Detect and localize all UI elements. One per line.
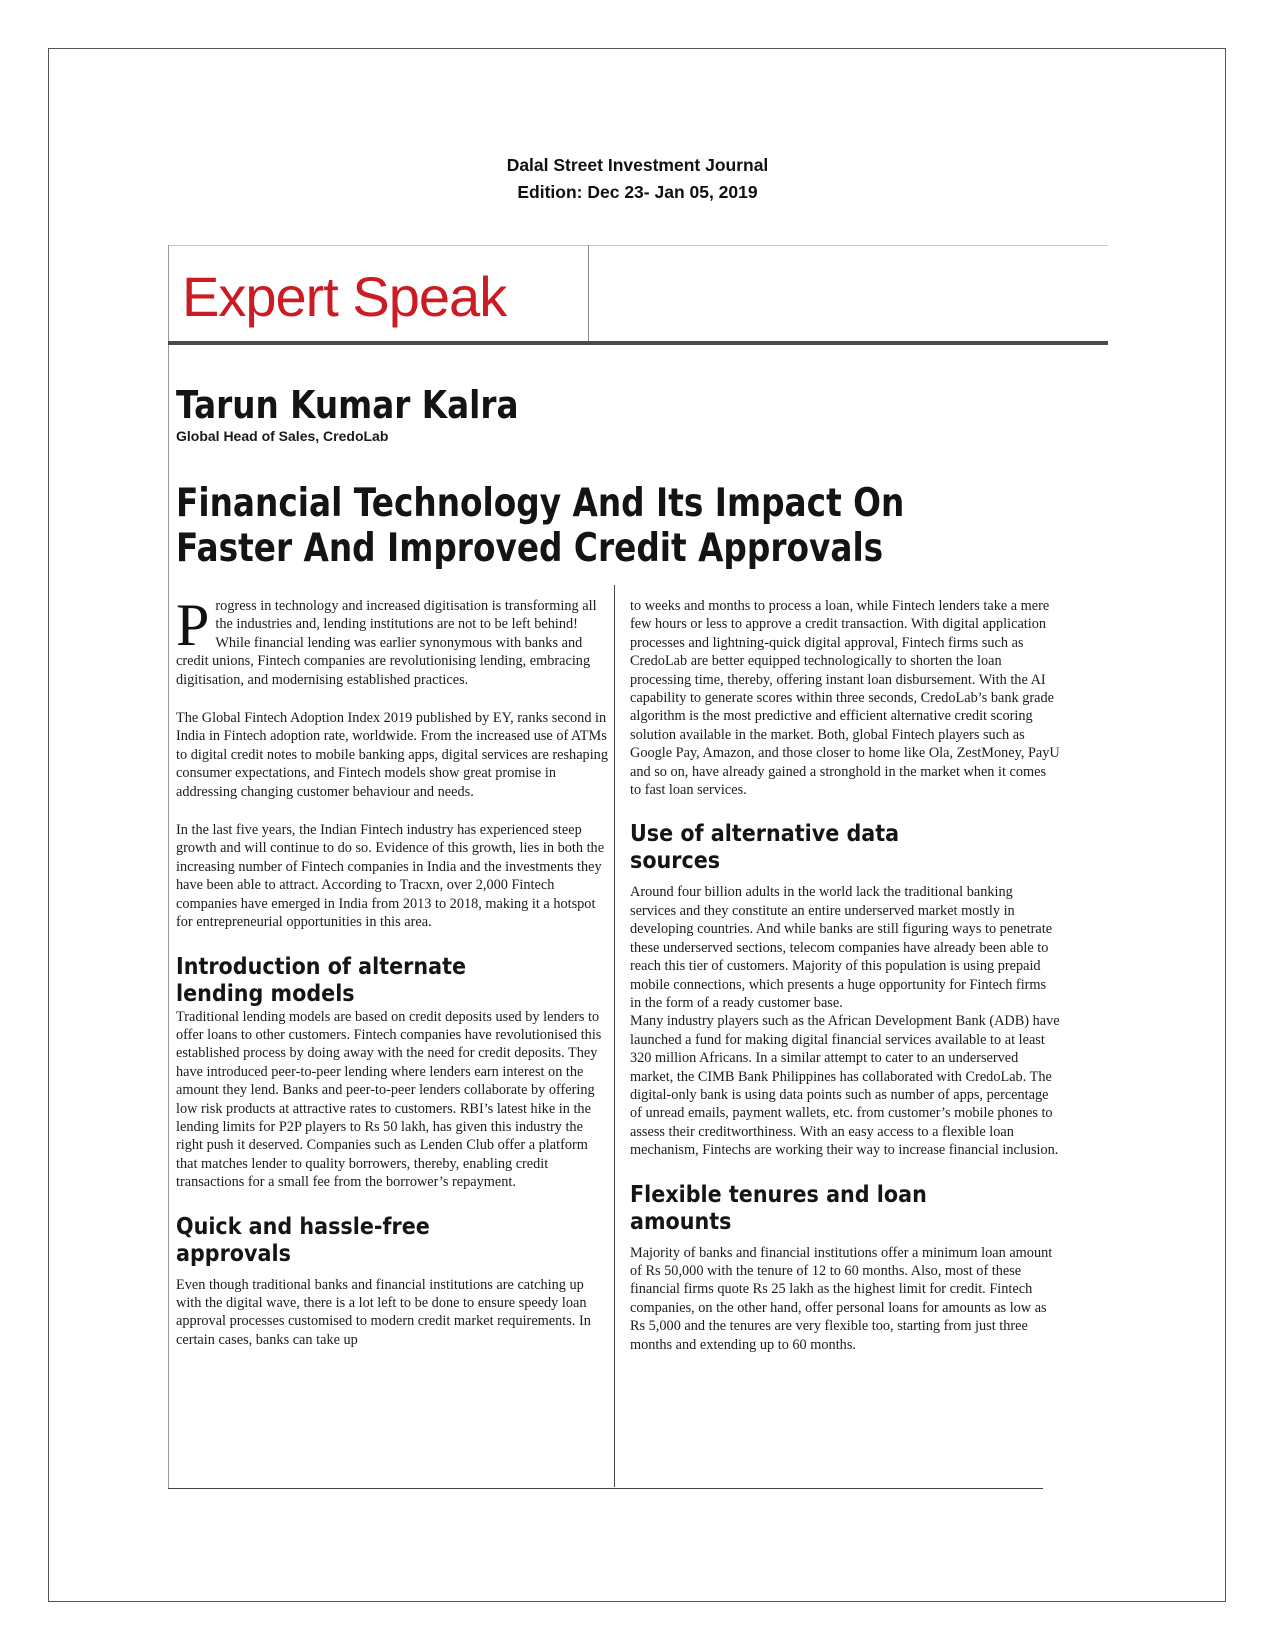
section-rule <box>168 341 1108 345</box>
article-column-left <box>176 592 608 1349</box>
headline-line-2: Faster And Improved Credit Approvals <box>176 526 884 571</box>
magazine-clipping <box>168 245 1108 1500</box>
headline-line-1: Financial Technology And Its Impact On <box>176 481 905 526</box>
subheading-alternative-data: Use of alternative data sources <box>630 821 900 875</box>
paragraph-alternative-data-2: Many industry players such as the African Development Bank (ADB) have launched a fund for making digital financial services available to at least 320 million Africans. In a similar attempt to cater to an underserved market, the CIMB Bank Philippines has collaborated with CredoLab. The digital-only bank is using data points such as number of apps, percentage of unread emails, payment wallets, etc. from customer’s mobile phones to assess their creditworthiness. With an easy access to a flexible loan mechanism, Fintechs are working their way to increase financial inclusion. <box>630 1013 1060 1159</box>
top-rule <box>168 245 1108 246</box>
article-headline <box>176 481 904 571</box>
left-rule <box>168 245 169 1489</box>
paragraph-indian-fintech-growth: In the last five years, the Indian Fintech industry has experienced steep growth and will continue to do so. Evidence of this growth, lies in both the increasing number of Fintech companies in India and the investments they have been able to attract. According to Tracxn, over 2,000 Fintech companies have emerged in India from 2013 to 2018, making it a hotspot for entrepreneurial opportunities in this area. <box>176 822 605 931</box>
article-column-right <box>630 597 1060 1354</box>
author-role: Global Head of Sales, CredoLab <box>176 428 389 444</box>
subheading-alternate-lending: Introduction of alternate lending models <box>176 953 467 1007</box>
paragraph-quick-approvals: Even though traditional banks and financial institutions are catching up with the digital wave, there is a lot left to be done to ensure speedy loan approval processes customised to modern credit market requirements. In certain cases, banks can take up <box>176 1276 591 1348</box>
paragraph-adoption-index: The Global Fintech Adoption Index 2019 published by EY, ranks second in India in Fintech adoption rate, worldwide. From the increased use of ATMs to digital credit notes to mobile banking apps, digital services are reshaping consumer expectations, and Fintech models show great promise in addressing changing customer behaviour and needs. <box>176 710 608 800</box>
title-divider <box>588 245 589 341</box>
subheading-quick-approvals: Quick and hassle-free approvals <box>176 1213 430 1267</box>
intro-paragraph <box>176 592 608 689</box>
drop-cap: P <box>176 592 210 658</box>
bottom-rule <box>168 1488 1043 1489</box>
section-title: Expert Speak <box>182 265 507 328</box>
column-divider <box>614 585 615 1487</box>
paragraph-alternative-data-1: Around four billion adults in the world lack the traditional banking services and they constitute an entire underserved market mostly in developing countries. And while banks are still figuring ways to penetrate these underserved sections, telecom companies have already been able to reach this tier of customers. Majority of this population is using prepaid mobile connections, which presents a huge opportunity for Fintech firms in the form of a ready customer base. <box>630 884 1053 1011</box>
intro-text: rogress in technology and increased digitisation is transforming all the industries and, lending institutions are not to be left behind! While financial lending was earlier synonymous with banks and credit unions, Fintech companies are revolutionising lending, embracing digitisation, and modernising established practices. <box>176 598 597 688</box>
edition-date: Edition: Dec 23- Jan 05, 2019 <box>517 182 758 202</box>
document-header <box>0 152 1275 206</box>
author-name: Tarun Kumar Kalra <box>176 383 519 427</box>
paragraph-flexible-tenures: Majority of banks and financial institutions offer a minimum loan amount of Rs 50,000 with the tenure of 12 to 60 months. Also, most of these financial firms quote Rs 25 lakh as the highest limit for credit. Fintech companies, on the other hand, offer personal loans for amounts as low as Rs 5,000 and the tenures are very flexible too, starting from just three months and extending up to 60 months. <box>630 1244 1053 1353</box>
paragraph-quick-approvals-continued: to weeks and months to process a loan, while Fintech lenders take a mere few hours or less to approve a credit transaction. With digital application processes and lightning-quick digital approval, Fintech firms such as CredoLab are better equipped technologically to shorten the loan processing time, thereby, offering instant loan disbursement. With the AI capability to generate scores within three seconds, CredoLab’s bank grade algorithm is the most predictive and efficient alternative credit scoring solution available in the market. Both, global Fintech players such as Google Pay, Amazon, and those closer to home like Ola, ZestMoney, PayU and so on, have already gained a stronghold in the market when it comes to fast loan services. <box>630 598 1060 799</box>
paragraph-alternate-lending: Traditional lending models are based on credit deposits used by lenders to offer loans to other customers. Fintech companies have revolutionised this established process by doing away with the need for credit deposits. They have introduced peer-to-peer lending where lenders earn interest on the amount they lend. Banks and peer-to-peer lenders collaborate by offering low risk products at attractive rates to customers. RBI’s latest hike in the lending limits for P2P players to Rs 50 lakh, has given this industry the right push it deserved. Companies such as Lenden Club offer a platform that matches lender to quality borrowers, thereby, enabling credit transactions for a small fee from the borrower’s repayment. <box>176 1008 602 1191</box>
subheading-flexible-tenures: Flexible tenures and loan amounts <box>630 1181 927 1235</box>
publication-name: Dalal Street Investment Journal <box>506 155 769 175</box>
